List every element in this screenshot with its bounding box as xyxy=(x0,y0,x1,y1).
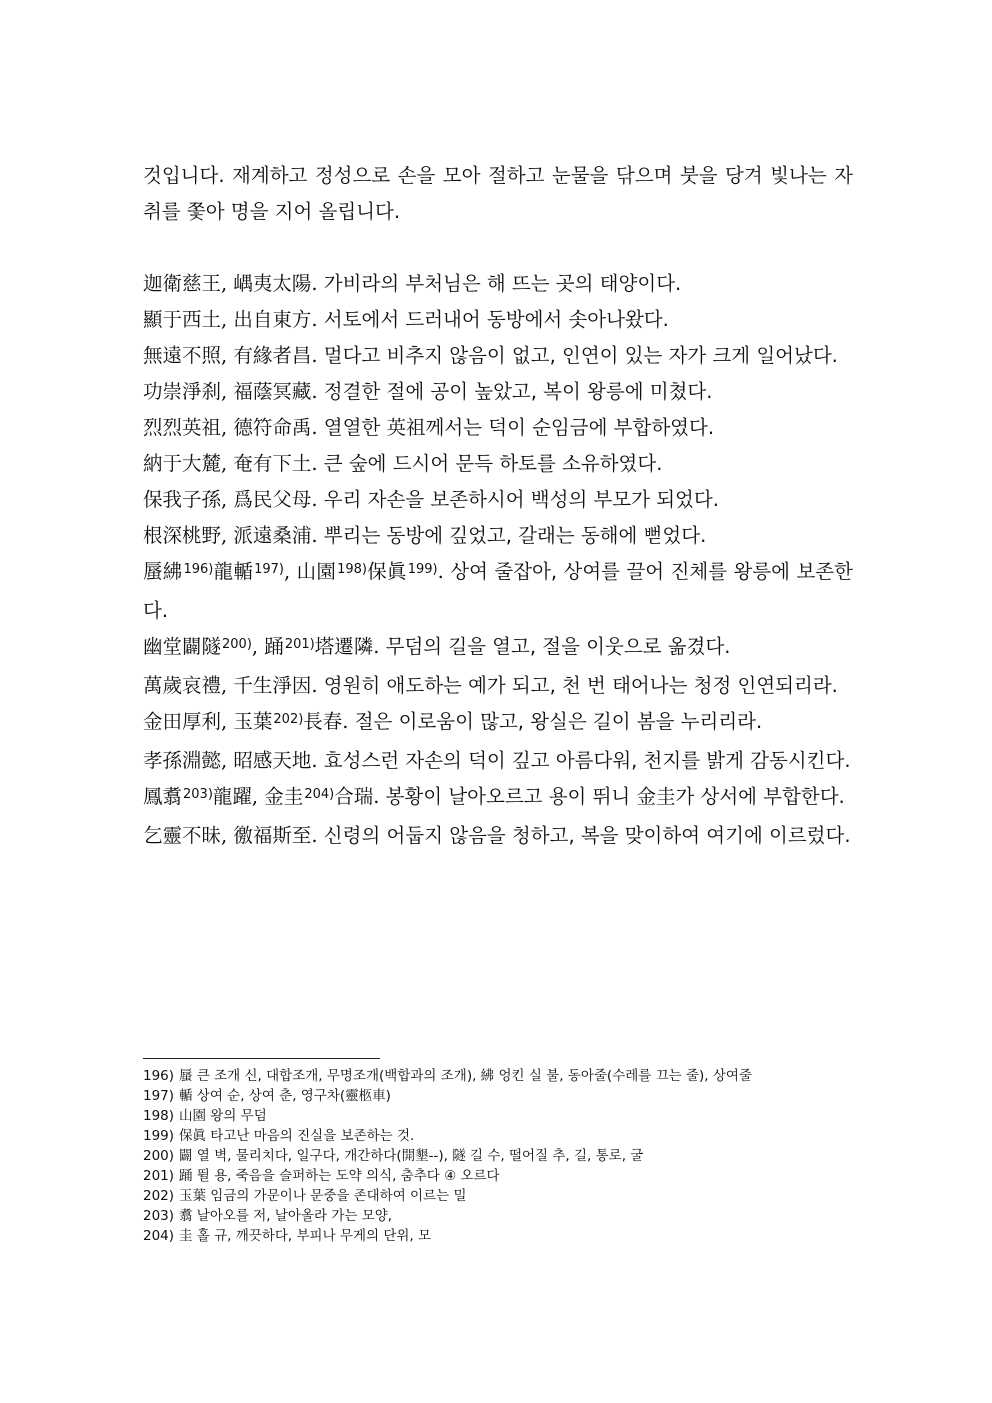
body-text xyxy=(143,158,853,854)
footnote-number: 204) xyxy=(143,1228,175,1244)
verse-hanja: 蜃紼 xyxy=(143,560,183,583)
verse-line xyxy=(143,704,853,743)
verse-line xyxy=(143,518,853,554)
verse-hanja: 保眞 xyxy=(367,560,407,583)
footnote xyxy=(143,1226,855,1246)
footnote-number: 203) xyxy=(143,1208,175,1224)
footnote-text: 保眞 타고난 마음의 진실을 보존하는 것. xyxy=(179,1128,415,1144)
verse-hanja: . xyxy=(437,560,444,583)
verse-translation: 절은 이로움이 많고, 왕실은 길이 봄을 누리리라. xyxy=(348,710,763,733)
verse-line xyxy=(143,668,853,704)
verse-translation: 가비라의 부처님은 해 뜨는 곳의 태양이다. xyxy=(317,272,682,295)
verse-translation: 뿌리는 동방에 깊었고, 갈래는 동해에 뻗었다. xyxy=(317,524,707,547)
verse-hanja: , 山園 xyxy=(283,560,337,583)
footnote xyxy=(143,1126,855,1146)
footnote-number: 198) xyxy=(143,1108,175,1124)
verse-translation: 신령의 어둡지 않음을 청하고, 복을 맞이하여 여기에 이르렀다. xyxy=(317,824,851,847)
footnote-number: 200) xyxy=(143,1148,175,1164)
verse-translation: 효성스런 자손의 덕이 깊고 아름다워, 천지를 밝게 감동시킨다. xyxy=(317,749,851,772)
verse-hanja: 孝孫淵懿, 昭感天地. xyxy=(143,749,318,772)
verse-translation: 무덤의 길을 열고, 절을 이웃으로 옮겼다. xyxy=(379,635,731,658)
footnote-text: 踊 뛸 용, 죽음을 슬퍼하는 도약 의식, 춤추다 ④ 오르다 xyxy=(179,1168,500,1184)
verse-translation: 영원히 애도하는 예가 되고, 천 번 태어나는 청정 인연되리라. xyxy=(317,674,838,697)
footnote xyxy=(143,1106,855,1126)
verse-translation: 상여 줄잡아, 상여를 끌어 진체를 왕릉에 보존한다. xyxy=(143,560,853,622)
footnote-text: 蜃 큰 조개 신, 대합조개, 무명조개(백합과의 조개), 紼 엉킨 실 불, 동아줄(수레를 끄는 줄), 상여줄 xyxy=(179,1068,752,1084)
footnote-ref[interactable]: 200) xyxy=(222,637,252,652)
footnote xyxy=(143,1186,855,1206)
verse-hanja: 長春. xyxy=(303,710,349,733)
footnote-text: 闢 열 벽, 물리치다, 일구다, 개간하다(開墾--), 隧 길 수, 떨어질 추, 길, 통로, 굴 xyxy=(179,1148,644,1164)
verse-translation: 열열한 英祖께서는 덕이 순임금에 부합하였다. xyxy=(317,416,715,439)
footnote-text: 玉葉 임금의 가문이나 문중을 존대하여 이르는 밀 xyxy=(179,1188,467,1204)
verse-line xyxy=(143,338,853,374)
verse-translation: 봉황이 날아오르고 용이 뛰니 金圭가 상서에 부합한다. xyxy=(379,785,845,808)
footnotes xyxy=(143,1066,855,1246)
verse-hanja: 合瑞. xyxy=(334,785,380,808)
verse-hanja: 龍輴 xyxy=(213,560,254,583)
footnote-divider xyxy=(143,1058,380,1059)
footnote-ref[interactable]: 201) xyxy=(284,637,315,652)
verse-line xyxy=(143,779,853,818)
footnote xyxy=(143,1166,855,1186)
verse-line xyxy=(143,374,853,410)
footnote-number: 197) xyxy=(143,1088,175,1104)
footnote-ref[interactable]: 198) xyxy=(337,562,367,577)
paragraph-gap xyxy=(143,230,853,266)
verse-hanja: 幽堂闢隧 xyxy=(143,635,222,658)
footnote-text: 山園 왕의 무덤 xyxy=(179,1108,267,1124)
footnote-text: 翥 날아오를 저, 날아올라 가는 모양, xyxy=(179,1208,393,1224)
verse-hanja: 迦衛慈王, 嵎夷太陽. xyxy=(143,272,318,295)
verse-hanja: , 踊 xyxy=(251,635,284,658)
footnote-ref[interactable]: 204) xyxy=(304,787,335,802)
verse-hanja: 保我子孫, 爲民父母. xyxy=(143,488,318,511)
verse-line xyxy=(143,554,853,629)
footnote-ref[interactable]: 197) xyxy=(254,562,284,577)
footnote-ref[interactable]: 199) xyxy=(407,562,438,577)
verse-line xyxy=(143,266,853,302)
footnote xyxy=(143,1066,855,1086)
verse-hanja: 烈烈英祖, 德符命禹. xyxy=(143,416,318,439)
verse-translation: 큰 숲에 드시어 문득 하토를 소유하였다. xyxy=(317,452,663,475)
verse-hanja: 龍躍, 金圭 xyxy=(212,785,304,808)
verse-hanja: 納于大麓, 奄有下土. xyxy=(143,452,318,475)
verse-line xyxy=(143,302,853,338)
verse-line xyxy=(143,818,853,854)
verse-translation: 멀다고 비추지 않음이 없고, 인연이 있는 자가 크게 일어났다. xyxy=(317,344,838,367)
verse-translation: 서토에서 드러내어 동방에서 솟아나왔다. xyxy=(317,308,669,331)
footnote xyxy=(143,1086,855,1106)
footnote-number: 199) xyxy=(143,1128,175,1144)
footnote-number: 201) xyxy=(143,1168,175,1184)
verse-hanja: 根深桃野, 派遠桑浦. xyxy=(143,524,318,547)
verse-hanja: 金田厚利, 玉葉 xyxy=(143,710,273,733)
footnote-number: 202) xyxy=(143,1188,175,1204)
verse-translation: 정결한 절에 공이 높았고, 복이 왕릉에 미쳤다. xyxy=(317,380,713,403)
verse-hanja: 塔遷隣. xyxy=(314,635,380,658)
verse-hanja: 無遠不照, 有緣者昌. xyxy=(143,344,318,367)
intro-paragraph: 것입니다. 재계하고 정성으로 손을 모아 절하고 눈물을 닦으며 붓을 당겨 빛나는 자취를 쫓아 명을 지어 올립니다. xyxy=(143,164,853,223)
verse-hanja: 顯于西土, 出自東方. xyxy=(143,308,318,331)
verse-hanja: 功崇淨刹, 福蔭冥藏. xyxy=(143,380,318,403)
verse-line xyxy=(143,629,853,668)
verse-line xyxy=(143,482,853,518)
footnote-number: 196) xyxy=(143,1068,175,1084)
verse-hanja: 鳳翥 xyxy=(143,785,183,808)
footnote-ref[interactable]: 202) xyxy=(273,712,304,727)
verse-line xyxy=(143,410,853,446)
verse-hanja: 乞靈不昧, 徼福斯至. xyxy=(143,824,318,847)
verse-line xyxy=(143,743,853,779)
verse-line xyxy=(143,446,853,482)
footnote xyxy=(143,1206,855,1226)
footnote xyxy=(143,1146,855,1166)
footnote-text: 圭 홀 규, 깨끗하다, 부피나 무게의 단위, 모 xyxy=(179,1228,432,1244)
footnote-ref[interactable]: 196) xyxy=(183,562,214,577)
footnote-ref[interactable]: 203) xyxy=(183,787,213,802)
footnote-text: 輴 상여 순, 상여 춘, 영구차(靈柩車) xyxy=(179,1088,391,1104)
verse-translation: 우리 자손을 보존하시어 백성의 부모가 되었다. xyxy=(317,488,719,511)
verse-hanja: 萬歲哀禮, 千生淨因. xyxy=(143,674,318,697)
